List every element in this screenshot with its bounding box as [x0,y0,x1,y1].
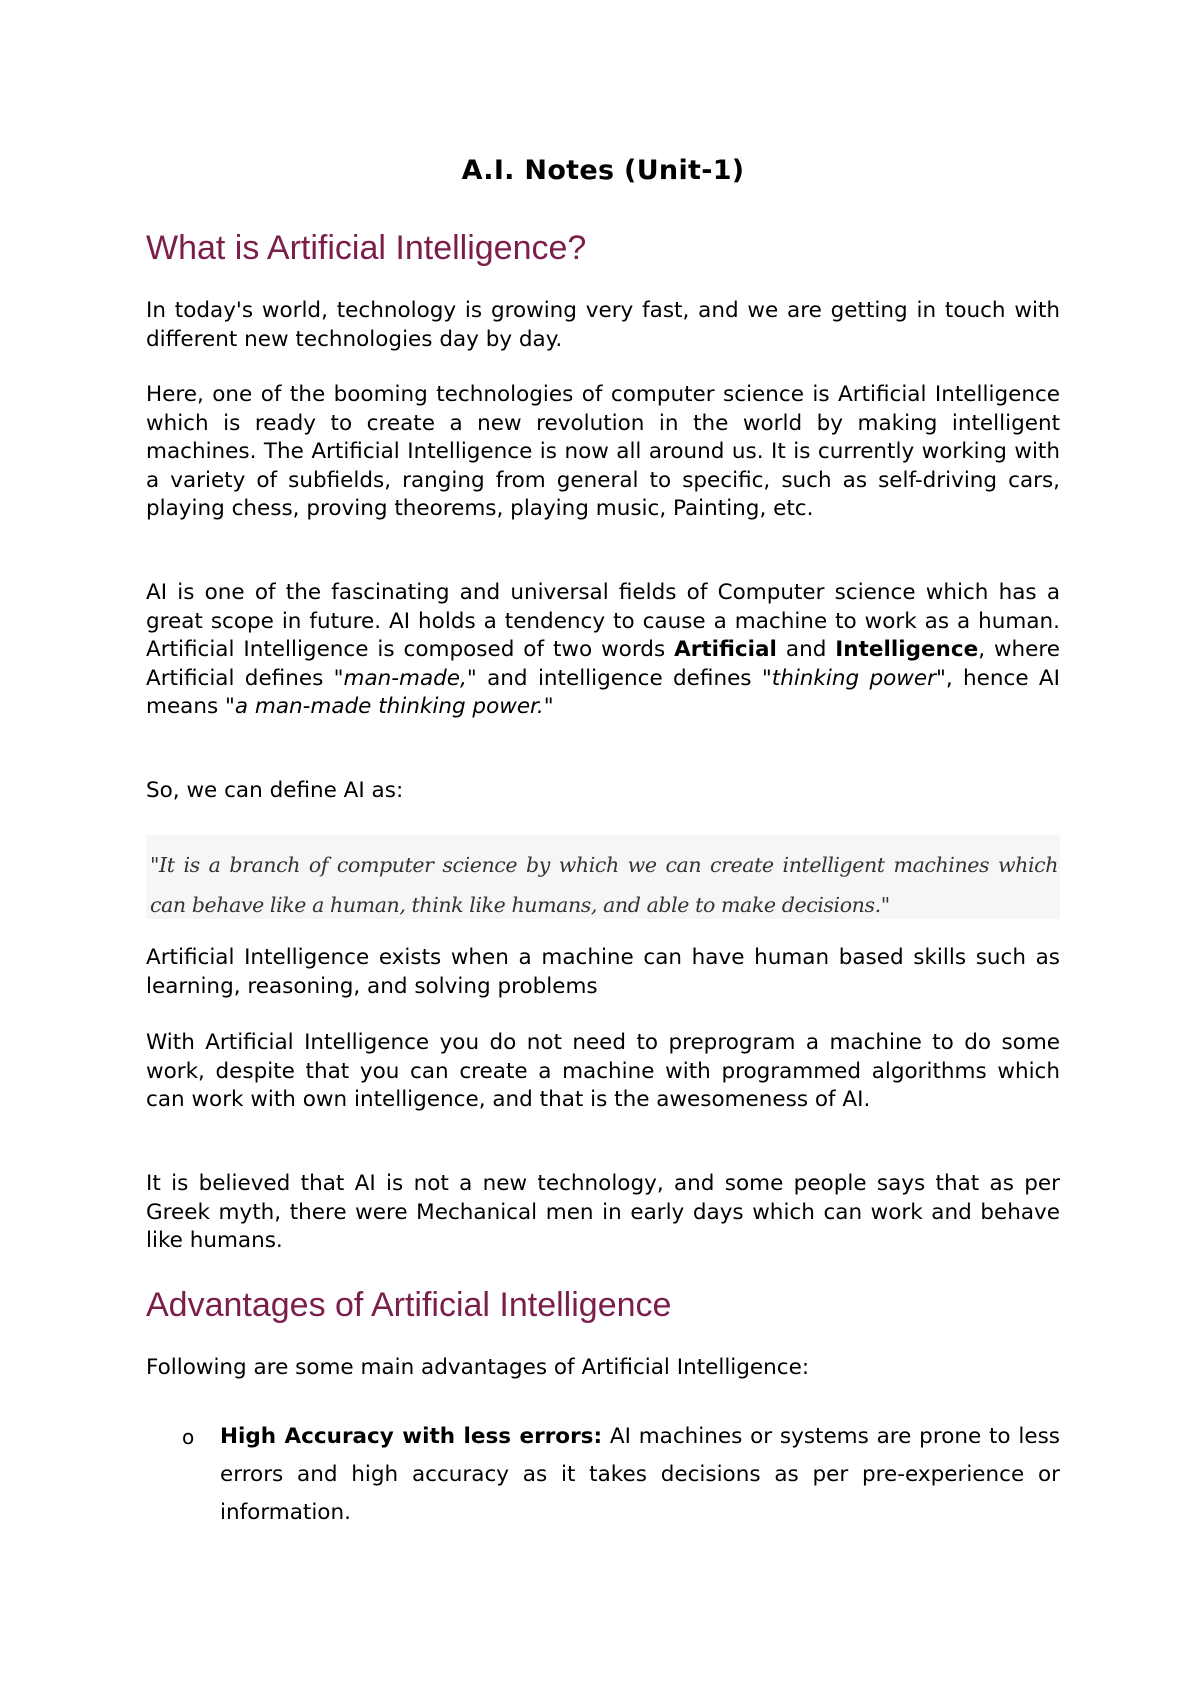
bullet-marker: o [182,1425,195,1449]
paragraph-human-skills: Artificial Intelligence exists when a machine can have human based skills such as learning, reasoning, and solving problems [146,945,1060,999]
p3-text-5: ", hence AI means " [146,665,1060,719]
advantages-list [146,1418,1060,1532]
document-title: A.I. Notes (Unit-1) [461,155,745,186]
paragraph-no-preprogram: With Artificial Intelligence you do not need to preprogram a machine to do some work, despite that you can create a machine with programmed algorithms which can work with own intelligence, and that is the awesomeness of AI. [146,1030,1060,1112]
p3-text-2: and [776,637,836,662]
italic-man-made: man-made, [343,665,467,691]
p3-text-3: , where Artificial defines " [146,637,1061,691]
paragraph-intro: In today's world, technology is growing very fast, and we are getting in touch with different new technologies day by day. [146,298,1060,352]
advantage-term: High Accuracy with less errors: [220,1424,603,1449]
section-heading-advantages: Advantages of Artificial Intelligence [146,1286,672,1324]
italic-thinking-power: thinking power [771,665,936,691]
section-heading-what-is-ai: What is Artificial Intelligence? [146,229,587,267]
p3-text-4: " and intelligence defines " [466,665,772,691]
advantage-description: AI machines or systems are prone to less errors and high accuracy as it takes decisions as per pre-experience or information. [220,1424,1060,1525]
paragraph-booming-tech: Here, one of the booming technologies of computer science is Artificial Intelligence which is ready to create a new revolution in the world by making intelligent machines. The Artificial Intelligence is now all around us. It is currently working with a variety of subfields, ranging from general to specific, such as self-driving cars, playing chess, proving theorems, playing music, Painting, etc. [146,382,1060,521]
italic-man-made-thinking-power: a man-made thinking power. [234,694,544,719]
ai-definition-quote: "It is a branch of computer science by which we can create intelligent machines which can behave like a human, think like humans, and able to make decisions." [146,835,1060,919]
paragraph-greek-myth: It is believed that AI is not a new technology, and some people says that as per Greek myth, there were Mechanical men in early days which can work and behave like humans. [146,1171,1060,1253]
paragraph-ai-definition-words [146,579,1060,722]
list-item [146,1418,1060,1532]
p3-text-1: AI is one of the fascinating and universal fields of Computer science which has a great scope in future. AI holds a tendency to cause a machine to work as a human. Artificial Intelligence is composed of two words [146,580,1060,662]
bold-intelligence: Intelligence [835,637,979,662]
paragraph-advantages-intro: Following are some main advantages of Artificial Intelligence: [146,1355,810,1380]
bold-artificial: Artificial [674,637,777,662]
paragraph-define-ai: So, we can define AI as: [146,778,404,803]
p3-text-6: " [543,694,554,719]
